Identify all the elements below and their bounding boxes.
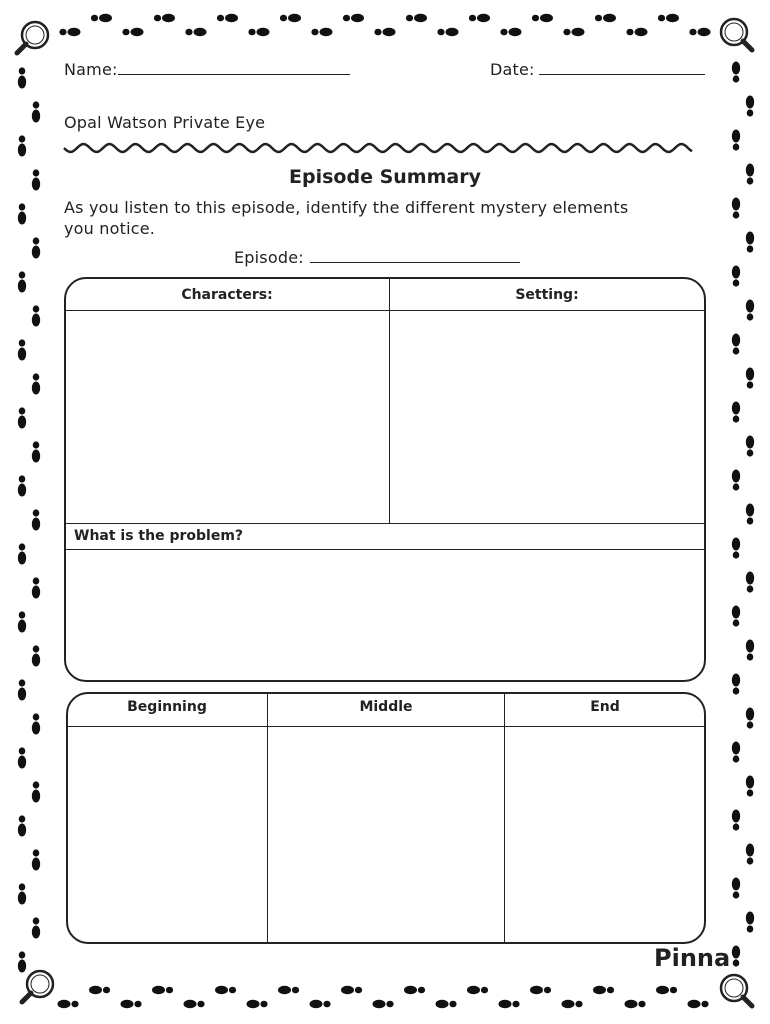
footprint-icon [154, 14, 175, 22]
footprint-icon [467, 986, 488, 994]
footprint-icon [746, 708, 754, 729]
footprint-icon [122, 28, 143, 36]
footprint-icon [18, 883, 26, 904]
footprint-icon [91, 14, 112, 22]
footprint-icon [280, 14, 301, 22]
footprint-icon [343, 14, 364, 22]
footprint-icon [18, 203, 26, 224]
problem-top-divider [65, 523, 705, 524]
footprint-icon [18, 951, 26, 972]
footprint-icon [437, 28, 458, 36]
date-input-line[interactable] [539, 74, 705, 75]
footprint-icon [746, 844, 754, 865]
footprint-icon [593, 986, 614, 994]
page-title: Episode Summary [289, 166, 481, 188]
footprint-icon [732, 402, 740, 423]
footprint-icon [32, 917, 40, 938]
footprint-icon [248, 28, 269, 36]
footprint-icon [32, 509, 40, 530]
footprint-icon [746, 912, 754, 933]
footprint-icon [732, 878, 740, 899]
footprint-icon [732, 266, 740, 287]
footprint-icon [32, 645, 40, 666]
characters-header: Characters: [181, 287, 273, 303]
footprint-icon [18, 475, 26, 496]
footprint-icon [746, 776, 754, 797]
footprint-icon [626, 28, 647, 36]
footprint-icon [32, 373, 40, 394]
footprint-icon [18, 815, 26, 836]
footprint-icon [310, 1000, 331, 1008]
plot-divider-2 [504, 693, 505, 943]
show-title: Opal Watson Private Eye [64, 113, 266, 132]
footprint-icon [341, 986, 362, 994]
footprint-icon [247, 1000, 268, 1008]
footprint-icon [746, 572, 754, 593]
footprint-icon [732, 946, 740, 967]
footprint-icon [32, 849, 40, 870]
end-answer-area[interactable] [506, 728, 704, 941]
magnifying-glass-icon [17, 22, 48, 53]
footprint-icon [562, 1000, 583, 1008]
footprint-icon [18, 679, 26, 700]
footprint-icon [121, 1000, 142, 1008]
footprint-icon [278, 986, 299, 994]
pinna-logo: Pinna [654, 944, 731, 972]
middle-header: Middle [359, 699, 413, 715]
magnifying-glass-icon [721, 19, 752, 50]
footprint-icon [688, 1000, 709, 1008]
footprint-icon [532, 14, 553, 22]
column-divider [389, 278, 390, 523]
footprint-icon [732, 62, 740, 83]
footprint-icon [32, 305, 40, 326]
instructions: As you listen to this episode, identify the different mystery elements you notice. [64, 198, 629, 238]
characters-answer-area[interactable] [66, 312, 388, 522]
footprint-icon [732, 606, 740, 627]
date-label: Date: [490, 60, 535, 79]
footprint-icon [18, 135, 26, 156]
footprint-icon [732, 538, 740, 559]
footprint-icon [404, 986, 425, 994]
footprint-icon [58, 1000, 79, 1008]
footprint-icon [89, 986, 110, 994]
end-header: End [590, 699, 620, 715]
footprint-icon [32, 577, 40, 598]
table-header-divider [65, 310, 705, 311]
episode-field[interactable] [234, 248, 520, 267]
footprint-icon [746, 232, 754, 253]
footprint-icon [732, 130, 740, 151]
footprint-icon [689, 28, 710, 36]
footprint-icon [500, 28, 521, 36]
footprint-icon [18, 611, 26, 632]
footprint-icon [18, 543, 26, 564]
footprint-icon [732, 810, 740, 831]
footprint-icon [373, 1000, 394, 1008]
footprint-icon [406, 14, 427, 22]
footprint-icon [32, 713, 40, 734]
footprint-icon [374, 28, 395, 36]
name-label: Name: [64, 60, 118, 79]
episode-label: Episode: [234, 248, 304, 267]
footprint-icon [746, 640, 754, 661]
footprint-icon [746, 96, 754, 117]
footprint-icon [595, 14, 616, 22]
footprint-icon [746, 368, 754, 389]
footprint-icon [32, 781, 40, 802]
footprint-icon [656, 986, 677, 994]
footprint-icon [18, 747, 26, 768]
footprint-icon [32, 237, 40, 258]
footprint-icon [59, 28, 80, 36]
footprint-icon [469, 14, 490, 22]
problem-header-divider [65, 549, 705, 550]
footprint-icon [184, 1000, 205, 1008]
setting-answer-area[interactable] [391, 312, 704, 522]
footprint-icon [499, 1000, 520, 1008]
plot-divider-1 [267, 693, 268, 943]
footprint-icon [18, 67, 26, 88]
footprint-icon [658, 14, 679, 22]
footprint-icon [732, 334, 740, 355]
footprint-icon [32, 101, 40, 122]
footprint-icon [746, 436, 754, 457]
footprint-icon [215, 986, 236, 994]
name-field[interactable] [64, 60, 350, 79]
footprint-icon [563, 28, 584, 36]
problem-header: What is the problem? [74, 528, 244, 544]
plot-header-divider [67, 726, 705, 727]
footprint-icon [217, 14, 238, 22]
footprint-icon [530, 986, 551, 994]
footprint-icon [18, 271, 26, 292]
date-field[interactable] [490, 60, 705, 79]
beginning-answer-area[interactable] [68, 728, 266, 941]
footprint-icon [746, 300, 754, 321]
footprint-icon [185, 28, 206, 36]
footprint-icon [732, 198, 740, 219]
footprint-icon [18, 407, 26, 428]
footprint-icon [746, 504, 754, 525]
footprint-icon [32, 441, 40, 462]
footprint-icon [625, 1000, 646, 1008]
name-input-line[interactable] [118, 74, 350, 75]
wavy-divider [64, 144, 692, 152]
beginning-header: Beginning [127, 699, 207, 715]
problem-answer-area[interactable] [66, 551, 704, 679]
footprint-icon [436, 1000, 457, 1008]
magnifying-glass-icon [721, 975, 752, 1006]
magnifying-glass-icon [22, 971, 53, 1002]
footprint-icon [732, 674, 740, 695]
footprint-icon [18, 339, 26, 360]
footprint-icon [732, 470, 740, 491]
footprint-icon [311, 28, 332, 36]
episode-input-line[interactable] [310, 262, 520, 263]
middle-answer-area[interactable] [269, 728, 503, 941]
footprint-icon [732, 742, 740, 763]
footprint-icon [152, 986, 173, 994]
setting-header: Setting: [515, 287, 579, 303]
